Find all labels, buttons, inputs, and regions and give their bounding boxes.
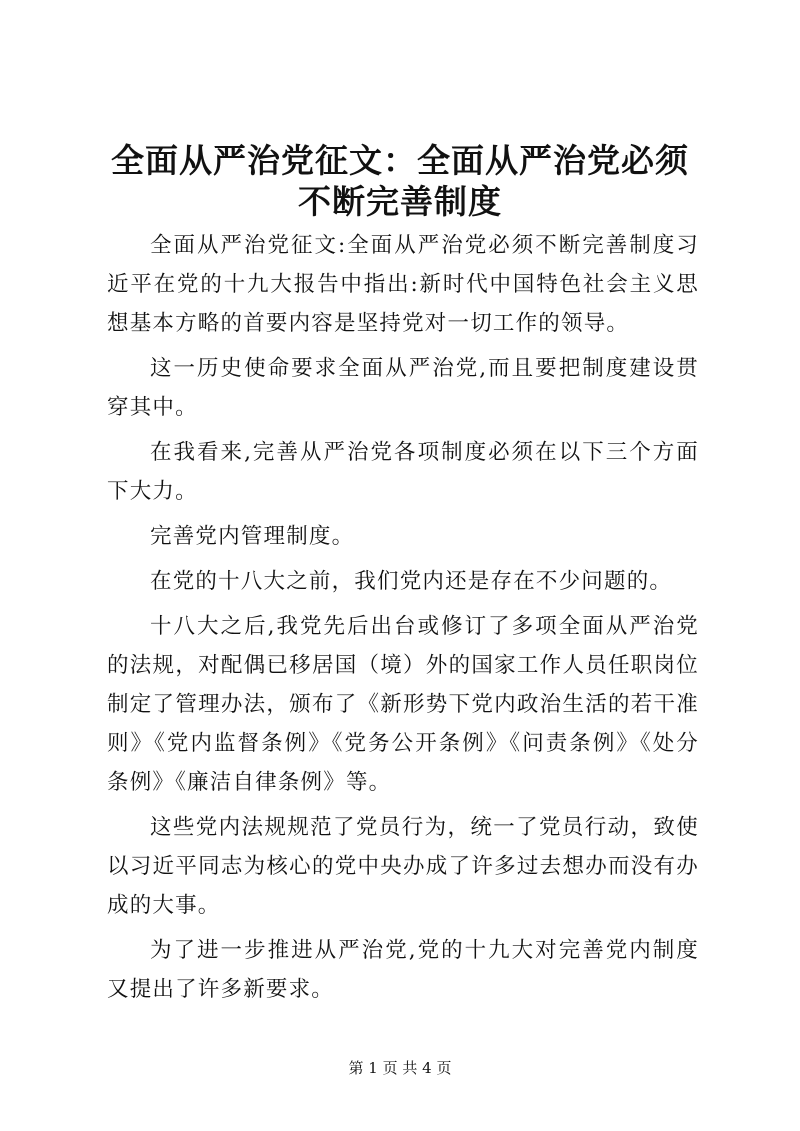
paragraph-4: 完善党内管理制度。 bbox=[150, 524, 355, 549]
paragraph-3: 在我看来,完善从严治党各项制度必须在以下三个方面下大力。 bbox=[107, 440, 699, 504]
document-title: 全面从严治党征文：全面从严治党必须不断完善制度 bbox=[111, 141, 689, 221]
document-body bbox=[107, 226, 699, 1015]
paragraph-2: 这一历史使命要求全面从严治党,而且要把制度建设贯穿其中。 bbox=[107, 356, 699, 420]
page-footer: 第 1 页 共 4 页 bbox=[348, 1059, 452, 1077]
paragraph-8: 为了进一步推进从严治党,党的十九大对完善党内制度又提出了许多新要求。 bbox=[107, 938, 699, 1002]
paragraph-1: 全面从严治党征文:全面从严治党必须不断完善制度习近平在党的十九大报告中指出:新时代中国特色社会主义思想基本方略的首要内容是坚持党对一切工作的领导。 bbox=[107, 233, 699, 336]
paragraph-5: 在党的十八大之前，我们党内还是存在不少问题的。 bbox=[150, 569, 673, 594]
paragraph-6: 十八大之后,我党先后出台或修订了多项全面从严治党的法规，对配偶已移居国（境）外的国家工作人员任职岗位制定了管理办法，颁布了《新形势下党内政治生活的若干准则》《党内监督条例》《党务公开条例》《问责条例》《处分条例》《廉洁自律条例》等。 bbox=[107, 614, 699, 795]
paragraph-7: 这些党内法规规范了党员行为，统一了党员行动，致使以习近平同志为核心的党中央办成了许多过去想办而没有办成的大事。 bbox=[107, 815, 699, 918]
